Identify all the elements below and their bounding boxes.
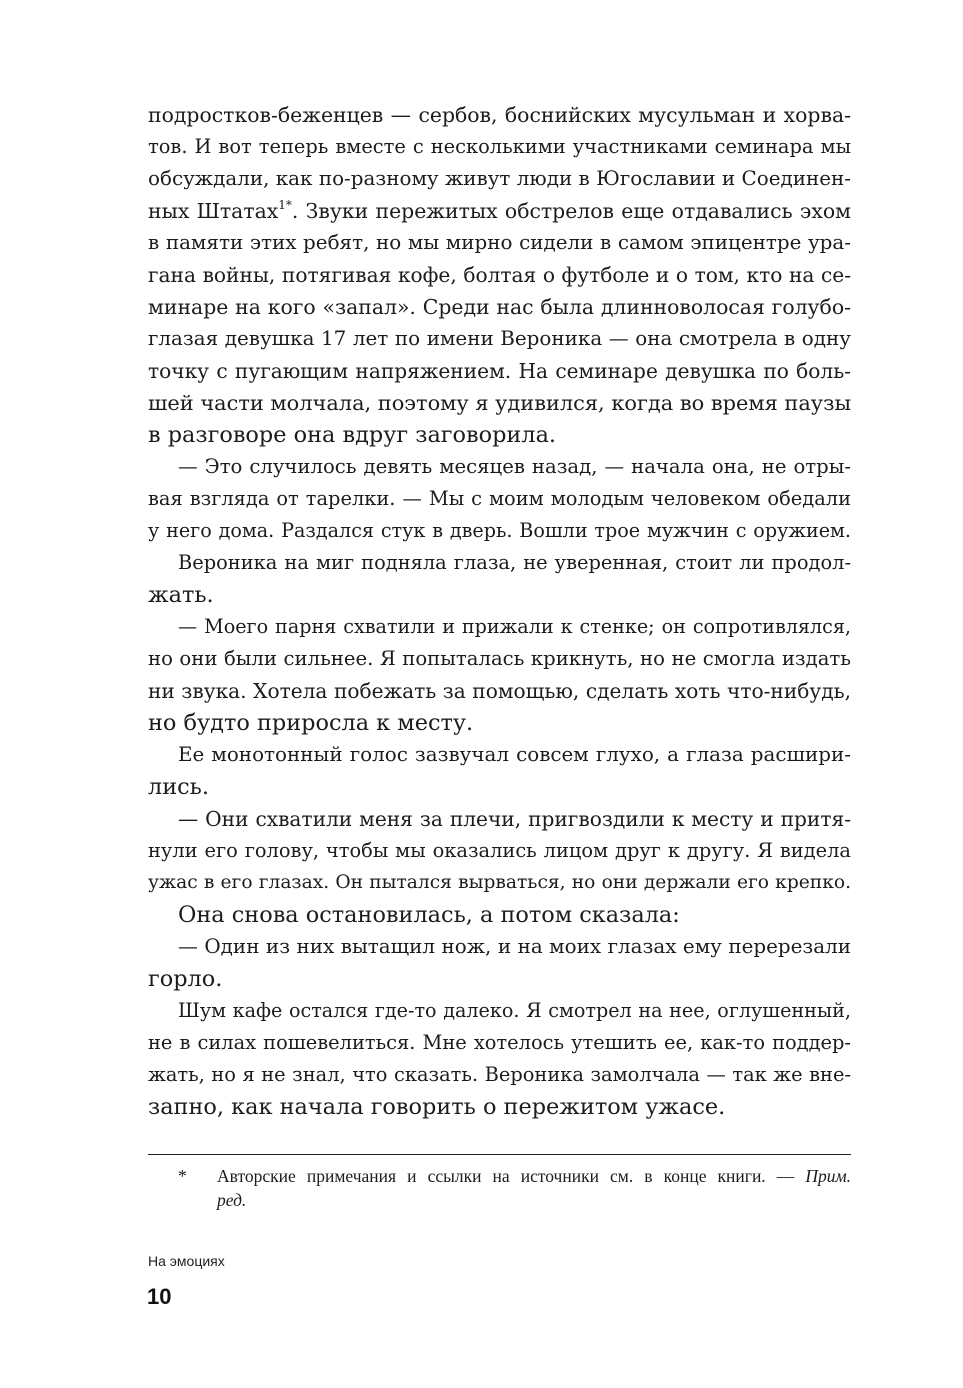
text-line: жать, но я не знал, что сказать. Вероника замолчала — так же вне- [148, 1063, 851, 1086]
footnote-divider [148, 1154, 851, 1155]
text-line: ужас в его глазах. Он пытался вырваться, но они держали его крепко. [148, 872, 851, 893]
text-line [148, 195, 851, 227]
text-line: — Один из них вытащил нож, и на моих глазах ему перерезали [178, 935, 851, 958]
text-line: в памяти этих ребят, но мы мирно сидели в самом эпицентре ура- [148, 231, 851, 254]
text-line: — Это случилось девять месяцев назад, — начала она, не отры- [178, 455, 851, 478]
footnote-reference: 1* [278, 198, 292, 212]
text-line: подростков-беженцев — сербов, боснийских мусульман и хорва- [148, 103, 851, 127]
text-line: глазая девушка 17 лет по имени Вероника — она смотрела в одну [148, 327, 851, 350]
footnote-text: Авторские примечания и ссылки на источники см. в конце книги. — [217, 1166, 795, 1186]
text-line: жать. [148, 582, 214, 608]
text-line: шей части молчала, поэтому я удивился, когда во время паузы [148, 391, 852, 415]
footnote-line [217, 1164, 851, 1188]
text-line: вая взгляда от тарелки. — Мы с моим молодым человеком обедали [148, 487, 851, 510]
text-line: — Моего парня схватили и прижали к стенке; он сопротивлялся, [178, 615, 851, 638]
text-line: минаре на кого «запал». Среди нас была длинноволосая голубо- [148, 295, 851, 319]
text-line: нули его голову, чтобы мы оказались лицом друг к другу. Я видела [148, 839, 851, 862]
footnote-line [217, 1188, 851, 1212]
text-line: Ее монотонный голос зазвучал совсем глухо, а глаза расшири- [178, 743, 851, 766]
text-line: ни звука. Хотела побежать за помощью, сделать хоть что-нибудь, [148, 679, 851, 703]
text-line: но будто приросла к месту. [148, 710, 474, 736]
text-line: но они были сильнее. Я попыталась крикнуть, но не смогла издать [148, 647, 851, 670]
text-segment: ных Штатах [148, 199, 279, 223]
page-number: 10 [147, 1284, 172, 1309]
text-line: не в силах пошевелиться. Мне хотелось утешить ее, как-то поддер- [148, 1031, 851, 1054]
text-line: тов. И вот теперь вместе с несколькими участниками семинара мы [148, 135, 851, 158]
text-line: у него дома. Раздался стук в дверь. Вошли трое мужчин с оружием. [148, 519, 851, 542]
text-line: Вероника на миг подняла глаза, не уверенная, стоит ли продол- [178, 551, 851, 574]
text-line: горло. [148, 966, 223, 992]
text-line: в разговоре она вдруг заговорила. [148, 422, 557, 448]
footnote-mark: * [178, 1166, 187, 1186]
text-line: запно, как начала говорить о пережитом ужасе. [148, 1094, 726, 1120]
text-line: лись. [148, 774, 209, 800]
footnote-italic: ред. [217, 1190, 247, 1210]
text-line: гана войны, потягивая кофе, болтая о футболе и о том, кто на се- [148, 263, 851, 287]
running-title: На эмоциях [148, 1253, 225, 1269]
text-line: обсуждали, как по-разному живут люди в Югославии и Соединен- [148, 167, 851, 190]
text-segment: . Звуки пережитых обстрелов еще отдавались эхом [291, 199, 851, 223]
text-line: Она снова остановилась, а потом сказала: [178, 902, 680, 928]
text-line: — Они схватили меня за плечи, пригвоздили к месту и притя- [178, 807, 851, 831]
footnote-italic: Прим. [805, 1166, 851, 1186]
text-line: точку с пугающим напряжением. На семинаре девушка по боль- [148, 359, 851, 383]
text-line: Шум кафе остался где-то далеко. Я смотрел на нее, оглушенный, [178, 999, 851, 1022]
